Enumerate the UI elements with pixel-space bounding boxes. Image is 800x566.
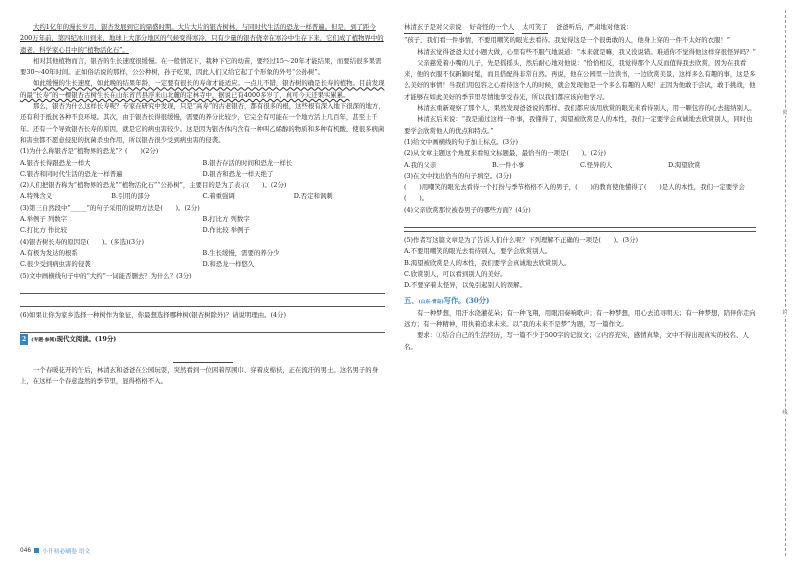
question-6: (6)如果让你为家乡选择一种树作为象征，你最想选择哪种树(银杏树除外)？请说明理由。(4分) xyxy=(20,310,286,319)
option-d: D.银杏和恐龙一样天绝了 xyxy=(202,169,274,178)
dashed-line xyxy=(785,10,786,556)
binding-cut-line xyxy=(778,10,794,556)
option-d: D.否定和讽刺 xyxy=(293,192,333,201)
option-d: D.渴望欣赏 xyxy=(668,160,701,169)
option-d: D.和恐龙一样悠久 xyxy=(202,260,255,269)
reading-question-4: (4)父亲欣赏那位被卷男子的哪些方面？(4分) xyxy=(404,205,531,214)
question-4: (4)银杏树长寿的原因是( )。(多选)(3分) xyxy=(20,237,144,246)
question-2-options xyxy=(20,191,385,202)
question-1-options-cd xyxy=(20,169,385,180)
story-paragraph: 林清玄觉得爸爸太过小题大做，心里有些不服气地说道：“本来就是嘛，我又没说错。难道你不觉得他这样穿很怪异吗？” xyxy=(417,47,756,56)
section-five-header xyxy=(404,295,756,308)
option-b: B.生长缓慢，需要的养分少 xyxy=(202,248,280,257)
answer-line xyxy=(20,295,385,307)
underlined-sentence: 大约1亿年的漫长岁月，银杏发展到它的鼎盛时期。大片大片的银杏树林，与同时代生活的恐龙一样普遍。但是，到了距今200万年前，第四纪冰川到来，地球上大部分地区的气候变得寒冷，只有少量的银杏侥幸在寒冷中生存下来，它们成了植物界中的遗老，科学家心目中的“植物活化石”。 xyxy=(20,23,384,54)
story-paragraph: 父亲慈爱着小嘴的儿子，先是摇摇头，然后耐心地对他说：“恰恰相反，我觉得那个人反而值得我去欣赏，因为在我看来，他的衣服不仅新颖时髦，而且搭配得非常自然。再说，他在公园里一边读书，一边欣赏美景，这样多么有趣的事，这是多么美好的事情！当我们用包容之心看待这个人的时候，就会发现他是一个多么有趣的人呢！正因为他敢于尝试，敢于挑战，他才能够在如此美好的季节里尽情地享受春光，所以我们都应该向他学习。 xyxy=(404,58,756,101)
question-3-options-cd xyxy=(20,225,385,236)
answer-line xyxy=(20,321,385,333)
top-phrase: 林清玄子是对父亲说 xyxy=(404,22,462,34)
story-paragraph: 一个春暖花开的午后，林清玄和爸爸在公园玩耍，突然看到一位困着厚围巾、穿着皮棉袄，正在流汗的男士。这名男子的身上，在这样一个春意盎然的季节里，显得格格不入。 xyxy=(20,365,379,386)
reading-question-2-options xyxy=(404,160,756,171)
question-3: (3)第三自然段中“_____”的句子采用的说明方法是( )。(2分) xyxy=(20,203,200,212)
passage-paragraph xyxy=(20,78,385,101)
option-a: A.举例子 列数字 xyxy=(20,215,68,224)
question-1-options xyxy=(20,158,385,169)
option-a: A.不要用嘲笑的眼光去看待别人，要学会欣赏别人。 xyxy=(404,247,552,256)
divider xyxy=(404,231,756,232)
question-4-options xyxy=(20,248,385,259)
title-blank-line xyxy=(173,350,233,362)
series-logo-icon xyxy=(34,548,39,553)
option-b: B.打比方 列数字 xyxy=(202,215,250,224)
option-c: C.银杏和同时代生活的恐龙一样普遍 xyxy=(20,169,123,178)
passage-paragraph: 那么，银杏为什么这样长寿呢？专家在研究中发现，只是“高寿”的古老银杏，都有很多的根，这些根有深入地下很深的地方，还有利于抵抗各种不良环境。其次，由于银杏长得很缓慢，需要的养分比较少，它完全有可能在一个地方活上几百年，甚至上千年。还有一个导致银杏长寿的原因，就是它的病虫害较少。这是因为银杏体内含有一种叫乙烯醇的物质和多种有机酸，使很多病菌和害虫都不愿意侵犯的抗菌杀虫作用，所以银杏很少受到病虫害的侵袭。 xyxy=(20,102,385,144)
cut-line-char: 封 xyxy=(780,310,790,316)
wavy-underlined-text: 如此缓慢的生长速度，如此晚的结果年龄，一定要有很长的寿命才能适应。一点儿不错，银杏树的确是长寿的植物。目前发现的最“长寿”的一棵银杏古树生长在山东省莒县浮来山北麓的定林寺中，据说已有4000多岁了，真可今天还果实累累。 xyxy=(20,79,385,99)
option-a: A.我的父亲 xyxy=(404,160,437,169)
option-b: B.一件小事 xyxy=(492,160,525,169)
left-column xyxy=(20,22,385,387)
cut-line-char: 密 xyxy=(780,110,790,116)
option-d: D.作比较 举例子 xyxy=(202,226,250,235)
option-c: C.怪异的人 xyxy=(580,160,613,169)
passage-title-blank xyxy=(20,350,385,362)
option-b: B.银杏存活的时间和恐龙一样长 xyxy=(202,158,293,167)
answer-line xyxy=(404,216,756,228)
section-four-header xyxy=(20,334,385,346)
option-b: B.渴望被欣赏是人的本性，我们要学会真诚地去欣赏别人。 xyxy=(404,258,571,267)
option-c: C.欣赏别人，可以看到别人的美好。 xyxy=(404,269,507,278)
option-a: A.银杏长得跟恐龙一样大 xyxy=(20,158,91,167)
section-source-tag: (专题·参阅) xyxy=(31,337,57,344)
section-number: 五、 xyxy=(404,295,419,305)
story-paragraph: “孩子，我们看一件事情，不要用嘲笑的眼光去看待。我觉得这是一个很勇敢的人，他身上穿的一件不太好的衣服！” xyxy=(404,36,731,45)
option-d: D.不要穿着太怪异，以免引起别人的误解。 xyxy=(404,281,526,290)
passage-paragraph: 相对其他植物而言，银杏的生长速度很缓慢。在一般情况下，栽种下它的幼苗，要经过15～20年才能结果，而要结很多果需要30～40年时间。正如俗话说的那样，公公种树，孙子吃果，因此人们又给它起了个形象的外号“公孙树”。 xyxy=(20,56,382,77)
passage-paragraph xyxy=(20,22,385,56)
section-title: 现代文阅读。(19分) xyxy=(56,335,117,344)
story-paragraph: 林清玄重新观察了那个人，果然发现爸爸说的那样。我们都应该用欣赏的眼光来看待别人，用一颗包容的心去接纳别人。 xyxy=(417,104,756,113)
cut-line-char: 线 xyxy=(780,410,790,416)
page-number: 046 xyxy=(20,547,32,554)
option-c: C.很少受到病虫害的侵袭 xyxy=(20,260,91,269)
writing-requirements: 要求：①结合自己的生活经历，写一篇不少于500字的记叙文；②内容充实，感情真挚，文中不得出现真实的校名、人名。 xyxy=(404,331,749,351)
question-4-options-cd xyxy=(20,259,385,270)
top-phrase: 太可笑了 xyxy=(522,22,548,34)
question-2: (2)人们把银杏称为“植物界的恐龙”“植物活化石”“公孙树”，主要目的是为了表示( )。(2分) xyxy=(20,181,287,190)
question-3-options xyxy=(20,214,385,225)
reading-question-2: (2)从文章主题这个角度来看短文标题最，最恰当的一项是( )。(2分) xyxy=(404,149,607,158)
option-a: A.有极为发达的根系 xyxy=(20,248,78,257)
top-phrase: 爸爸听后，严肃地对他说： xyxy=(555,23,633,31)
writing-prompt: 有一种梦想，用汗水浇灌花朵；有一种飞翔，用眼泪奏响歌声；有一种梦想，用心去追寻明天；有一种梦想，陪伴你走向远方；有一种精神，用执着追求未来。以“我的未来不是梦”为题，写一篇作文。 xyxy=(404,308,756,329)
option-b: B.引用的部分 xyxy=(111,192,150,201)
option-c: C.着重强调 xyxy=(202,192,235,201)
reading-question-3-fill: ( )用嘲笑的眼光去看待一个打扮与季节格格不入的男子，( )的教育使他懂得了( )是人的本性，我们一定要学会( )。 xyxy=(404,183,745,203)
section-source-tag: (山东·青岛) xyxy=(418,298,444,305)
section-number-badge: 2 xyxy=(20,334,28,345)
story-paragraph: 林清玄后来说：“我是通过这样一件事，我懂得了，渴望被欣赏是人的本性，我们一定要学会真诚地去欣赏别人，同时也要学会欣赏他人的优点和特点。” xyxy=(404,115,753,135)
right-column xyxy=(404,22,756,353)
answer-line xyxy=(20,282,385,294)
option-a: A.特殊含义 xyxy=(20,192,53,201)
question-5: (5)文中画横线句子中的“大约”一词能否删去？为什么？(3分) xyxy=(20,271,192,280)
reading-question-5: (5)作者写这篇文章是为了告诉人们什么呢？下列理解不正确的一项是( )。(3分) xyxy=(404,236,638,245)
question-1: (1)为什么称银杏是“植物界的恐龙”？( )(2分) xyxy=(20,147,159,156)
reading-question-1: (1)给文中画横线的句子加上标点。(3分) xyxy=(404,137,518,146)
option-c: C.打比方 作比较 xyxy=(20,226,68,235)
page-footer xyxy=(20,546,90,555)
series-name: 小升初必刷卷 语文 xyxy=(42,549,91,555)
reading-question-3: (3)在文中找出恰当的句子填空。(3分) xyxy=(404,171,512,180)
section-title: 写作。(30分) xyxy=(443,295,490,305)
top-blank-row xyxy=(404,22,756,34)
top-phrase: 好奇怪的一个人 xyxy=(470,22,515,34)
